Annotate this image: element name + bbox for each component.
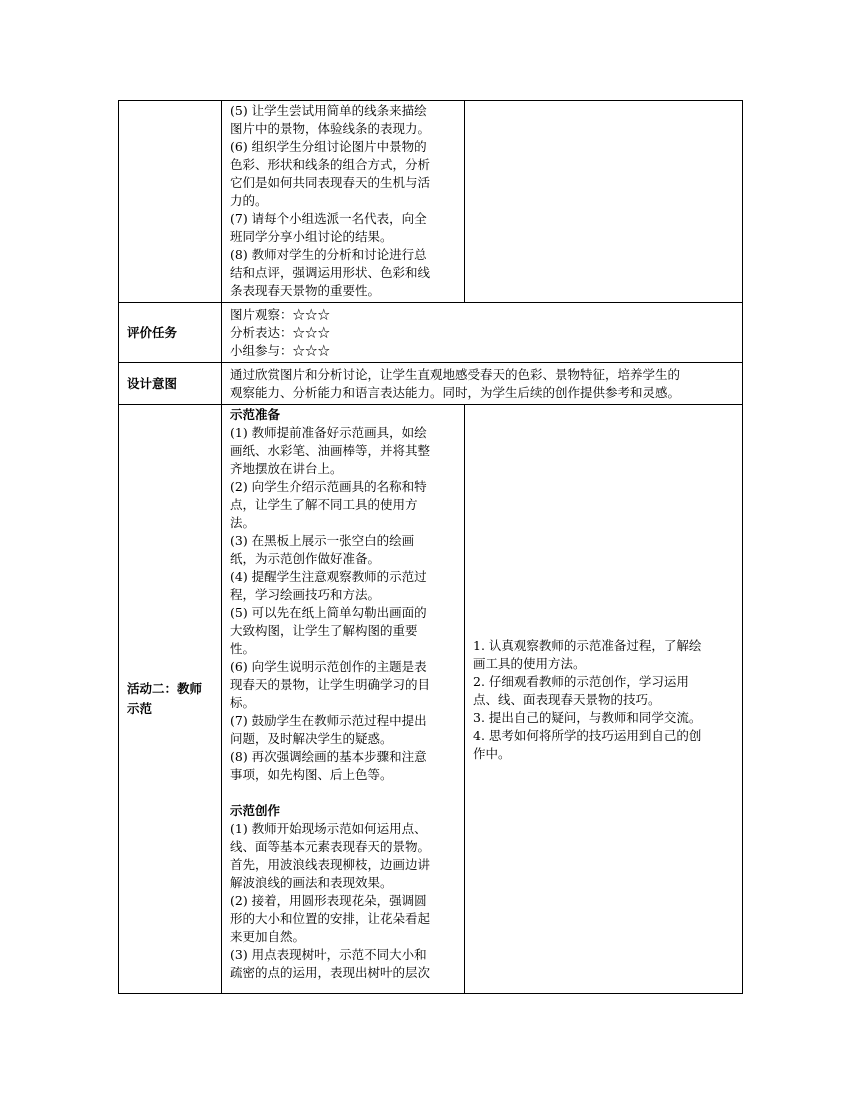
text-line: 力的。 <box>230 193 268 208</box>
text-line: (4) 提醒学生注意观察教师的示范过 <box>230 569 427 584</box>
activity-label-line: 示范 <box>127 701 153 716</box>
text-line: 现春天的景物，让学生明确学习的目 <box>230 677 431 692</box>
text-line: 作中。 <box>473 745 511 761</box>
evaluation-row <box>119 303 743 363</box>
student-activity-cell <box>465 101 743 303</box>
process-text <box>230 102 458 300</box>
text-line: 观察能力、分析能力和语言表达能力。同时，为学生后续的创作提供参考和灵感。 <box>230 385 681 400</box>
lesson-plan-table <box>118 100 743 994</box>
evaluation-content <box>222 303 743 363</box>
text-line: (5) 让学生尝试用简单的线条来描绘 <box>230 103 427 118</box>
text-line: 点，让学生了解不同工具的使用方 <box>230 497 418 512</box>
text-line: 程，学习绘画技巧和方法。 <box>230 587 381 602</box>
text-line: 纸，为示范创作做好准备。 <box>230 551 381 566</box>
text-line: 齐地摆放在讲台上。 <box>230 461 343 476</box>
section-heading: 示范创作 <box>230 803 281 818</box>
text-line: 3. 提出自己的疑问，与教师和同学交流。 <box>473 709 702 725</box>
text-line: 色彩、形状和线条的组合方式，分析 <box>230 157 431 172</box>
text-line: (7) 鼓励学生在教师示范过程中提出 <box>230 713 427 728</box>
spacer <box>230 784 458 802</box>
text-line: (6) 向学生说明示范创作的主题是表 <box>230 659 427 674</box>
process-label-cell <box>119 101 222 303</box>
student-activity-cell <box>465 405 743 994</box>
text-line: (8) 教师对学生的分析和讨论进行总 <box>230 247 427 262</box>
text-line: 标。 <box>230 695 256 710</box>
text-line: (3) 用点表现树叶，示范不同大小和 <box>230 947 427 962</box>
design-intent-row <box>119 363 743 405</box>
text-line: 它们是如何共同表现春天的生机与活 <box>230 175 431 190</box>
activity-two-row <box>119 405 743 994</box>
text-line: 条表现春天景物的重要性。 <box>230 283 381 298</box>
design-intent-content <box>222 363 743 405</box>
text-line: (5) 可以先在纸上简单勾勒出画面的 <box>230 605 427 620</box>
activity-label-line: 活动二：教师 <box>127 681 203 696</box>
text-line: (1) 教师提前准备好示范画具，如绘 <box>230 425 427 440</box>
text-line: 事项，如先构图、后上色等。 <box>230 767 393 782</box>
evaluation-item: 小组参与：☆☆☆ <box>230 343 331 358</box>
text-line: 结和点评，强调运用形状、色彩和线 <box>230 265 431 280</box>
section-heading: 示范准备 <box>230 407 281 422</box>
text-line: 画纸、水彩笔、油画棒等，并将其整 <box>230 443 431 458</box>
text-line: 图片中的景物，体验线条的表现力。 <box>230 121 431 136</box>
text-line: 大致构图，让学生了解构图的重要 <box>230 623 418 638</box>
process-row <box>119 101 743 303</box>
teacher-activity-cell <box>222 405 465 994</box>
text-line: 性。 <box>230 641 256 656</box>
text-line: 首先，用波浪线表现柳枝，边画边讲 <box>230 857 431 872</box>
text-line: (3) 在黑板上展示一张空白的绘画 <box>230 533 415 548</box>
text-line: 来更加自然。 <box>230 929 306 944</box>
evaluation-item: 分析表达：☆☆☆ <box>230 325 331 340</box>
text-line: 通过欣赏图片和分析讨论，让学生直观地感受春天的色彩、景物特征，培养学生的 <box>230 367 681 382</box>
text-line: 4. 思考如何将所学的技巧运用到自己的创 <box>473 727 702 743</box>
text-line: 解波浪线的画法和表现效果。 <box>230 875 393 890</box>
text-line: 1. 认真观察教师的示范准备过程，了解绘 <box>473 637 702 653</box>
activity-two-label <box>119 405 222 994</box>
text-line: (6) 组织学生分组讨论图片中景物的 <box>230 139 427 154</box>
text-line: 法。 <box>230 515 256 530</box>
text-line: (7) 请每个小组选派一名代表，向全 <box>230 211 427 226</box>
text-line: 点、线、面表现春天景物的技巧。 <box>473 691 661 707</box>
text-line: (1) 教师开始现场示范如何运用点、 <box>230 821 427 836</box>
text-line: 2. 仔细观看教师的示范创作，学习运用 <box>473 673 689 689</box>
evaluation-label: 评价任务 <box>119 303 222 363</box>
text-line: 画工具的使用方法。 <box>473 655 586 671</box>
text-line: (8) 再次强调绘画的基本步骤和注意 <box>230 749 427 764</box>
text-line: (2) 接着，用圆形表现花朵，强调圆 <box>230 893 427 908</box>
evaluation-item: 图片观察：☆☆☆ <box>230 307 331 322</box>
text-line: (2) 向学生介绍示范画具的名称和特 <box>230 479 427 494</box>
design-intent-label: 设计意图 <box>119 363 222 405</box>
text-line: 线、面等基本元素表现春天的景物。 <box>230 839 431 854</box>
text-line: 疏密的点的运用，表现出树叶的层次 <box>230 965 431 980</box>
text-line: 形的大小和位置的安排，让花朵看起 <box>230 911 431 926</box>
teacher-activity-cell <box>222 101 465 303</box>
text-line: 班同学分享小组讨论的结果。 <box>230 229 393 244</box>
text-line: 问题，及时解决学生的疑惑。 <box>230 731 393 746</box>
